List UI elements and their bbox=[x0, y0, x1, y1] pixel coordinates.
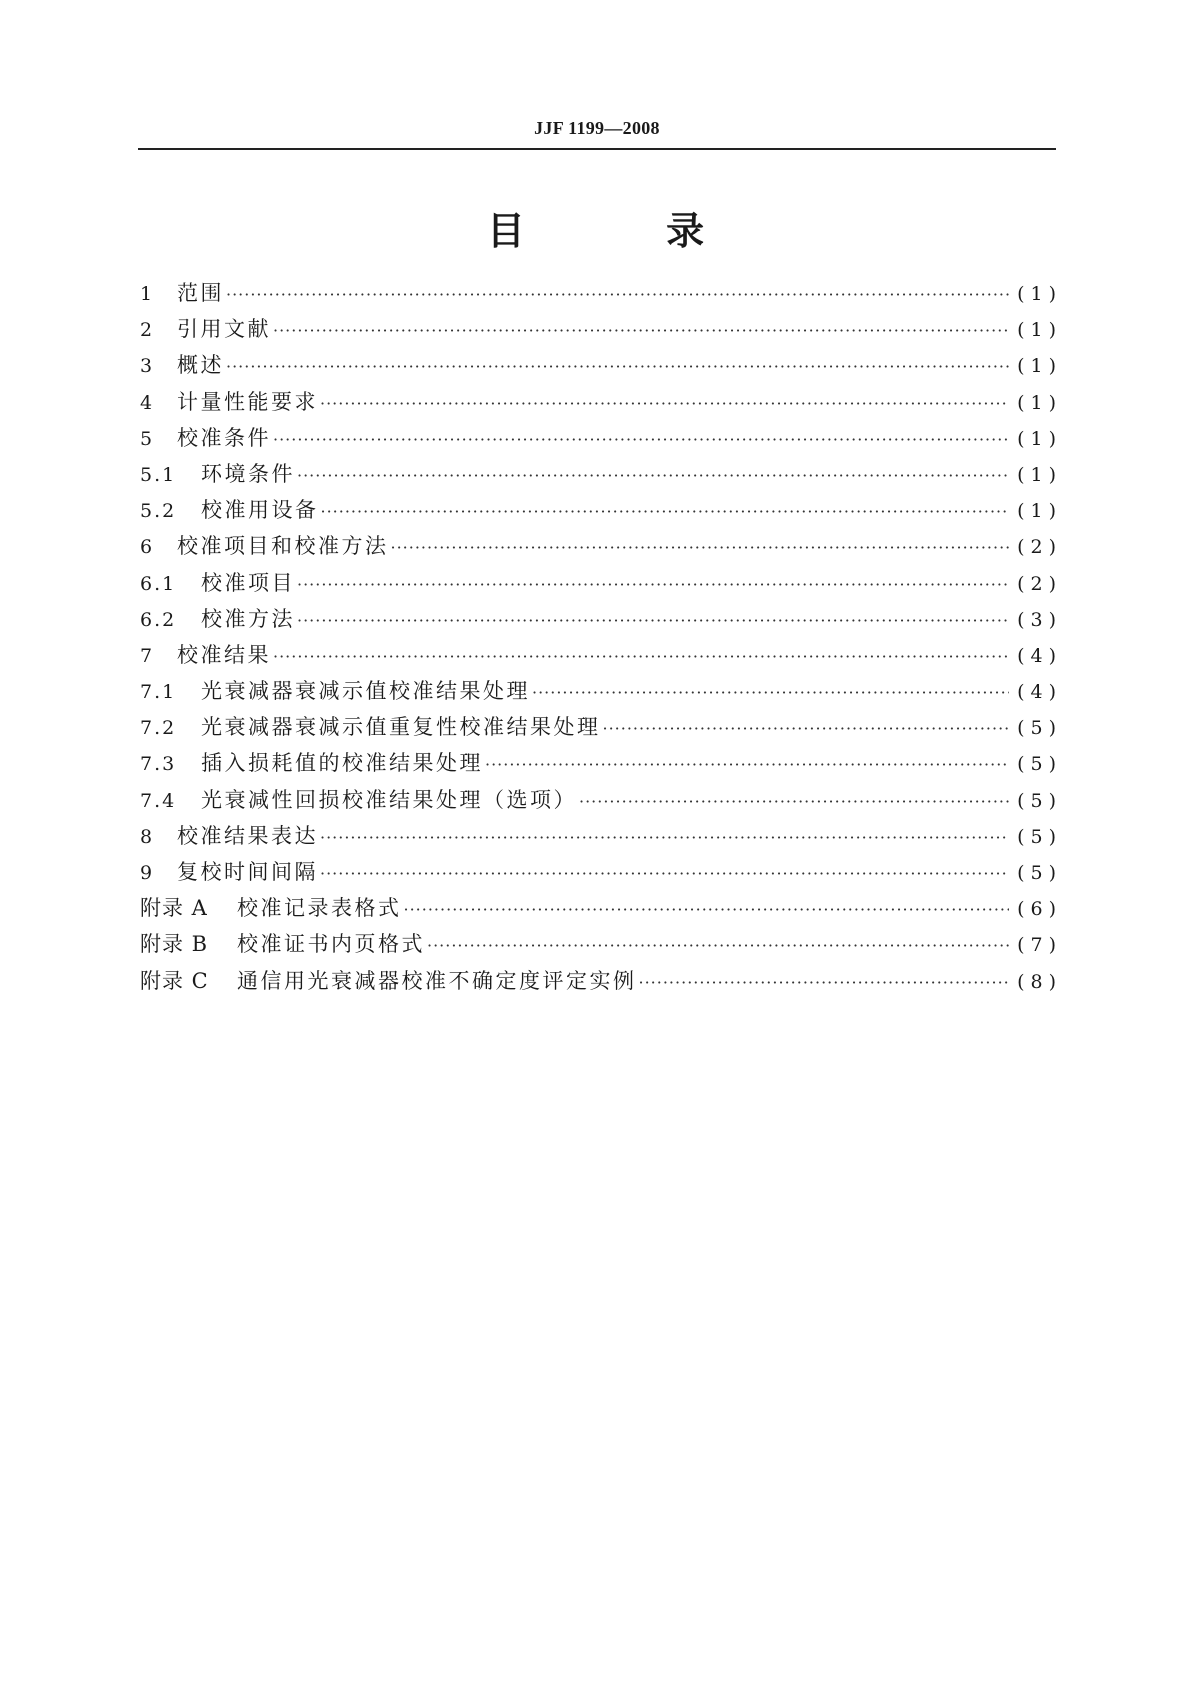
toc-dot-leader bbox=[427, 931, 1009, 961]
toc-entry-page: (1) bbox=[1017, 463, 1062, 486]
toc-dot-leader bbox=[297, 606, 1009, 636]
toc-entry[interactable] bbox=[140, 495, 1062, 531]
toc-entry-label: 校准方法 bbox=[201, 606, 295, 631]
toc-entry[interactable] bbox=[140, 676, 1062, 712]
toc-entry[interactable] bbox=[140, 893, 1062, 929]
toc-entry-page: (2) bbox=[1017, 572, 1062, 595]
toc-dot-leader bbox=[639, 968, 1010, 998]
toc-dot-leader bbox=[273, 425, 1009, 455]
toc-entry-number: 5.2 bbox=[140, 500, 177, 523]
toc-entry-page: (5) bbox=[1017, 789, 1062, 812]
toc-entry[interactable] bbox=[140, 604, 1062, 640]
toc-dot-leader bbox=[297, 570, 1009, 600]
toc-entry-number: 5.1 bbox=[140, 463, 177, 486]
toc-entry-page: (8) bbox=[1017, 970, 1062, 993]
toc-entry-number: 6 bbox=[140, 536, 155, 559]
toc-entry-number: 3 bbox=[140, 355, 155, 378]
toc-entry-number: 7.4 bbox=[140, 789, 177, 812]
toc-entry[interactable] bbox=[140, 821, 1062, 857]
toc-entry-label: 校准条件 bbox=[177, 425, 271, 450]
toc-dot-leader bbox=[603, 714, 1010, 744]
toc-entry[interactable] bbox=[140, 314, 1062, 350]
toc-entry-label: 计量性能要求 bbox=[177, 389, 318, 414]
toc-entry-page: (6) bbox=[1017, 898, 1062, 921]
toc-entry-page: (3) bbox=[1017, 608, 1062, 631]
toc-entry-page: (5) bbox=[1017, 825, 1062, 848]
toc-entry-label: 光衰减器衰减示值校准结果处理 bbox=[201, 679, 530, 704]
toc-entry[interactable] bbox=[140, 748, 1062, 784]
toc-dot-leader bbox=[320, 823, 1009, 853]
toc-dot-leader bbox=[321, 497, 1010, 527]
toc-entry-page: (1) bbox=[1017, 391, 1062, 414]
toc-entry-label: 概述 bbox=[177, 353, 224, 378]
header-divider bbox=[138, 148, 1056, 150]
toc-entry[interactable] bbox=[140, 785, 1062, 821]
toc-dot-leader bbox=[297, 461, 1009, 491]
toc-entry-number: 5 bbox=[140, 427, 155, 450]
toc-entry-page: (1) bbox=[1017, 355, 1062, 378]
toc-entry-number: 4 bbox=[140, 391, 155, 414]
toc-dot-leader bbox=[485, 750, 1009, 780]
toc-entry-page: (7) bbox=[1017, 934, 1062, 957]
toc-entry-page: (5) bbox=[1017, 753, 1062, 776]
toc-entry[interactable] bbox=[140, 712, 1062, 748]
toc-entry[interactable] bbox=[140, 278, 1062, 314]
toc-entry[interactable] bbox=[140, 350, 1062, 386]
toc-entry-label: 插入损耗值的校准结果处理 bbox=[201, 751, 483, 776]
toc-entry-label: 引用文献 bbox=[177, 317, 271, 342]
toc-entry-label: 校准项目和校准方法 bbox=[177, 534, 389, 559]
toc-entry-number: 1 bbox=[140, 283, 155, 305]
toc-entry-number: 2 bbox=[140, 319, 155, 342]
toc-dot-leader bbox=[273, 642, 1009, 672]
toc-entry-label: 校准证书内页格式 bbox=[237, 932, 425, 957]
toc-entry-page: (1) bbox=[1017, 319, 1062, 342]
document-code: JJF 1199—2008 bbox=[534, 118, 660, 138]
toc-dot-leader bbox=[391, 533, 1010, 563]
toc-dot-leader bbox=[226, 352, 1009, 382]
toc-dot-leader bbox=[273, 316, 1009, 346]
toc-entry-label: 环境条件 bbox=[201, 461, 295, 486]
toc-entry-page: (1) bbox=[1017, 283, 1062, 305]
toc-entry-page: (4) bbox=[1017, 681, 1062, 704]
toc-dot-leader bbox=[579, 787, 1009, 817]
toc-entry-page: (1) bbox=[1017, 427, 1062, 450]
toc-entry-number: 附录 A bbox=[140, 896, 208, 921]
toc-entry[interactable] bbox=[140, 387, 1062, 423]
toc-entry-page: (1) bbox=[1017, 500, 1062, 523]
toc-entry-label: 范围 bbox=[177, 281, 224, 305]
toc-dot-leader bbox=[532, 678, 1009, 708]
toc-entry-number: 7.1 bbox=[140, 681, 177, 704]
toc-entry-number: 6.2 bbox=[140, 608, 177, 631]
toc-entry-number: 7 bbox=[140, 644, 155, 667]
toc-entry[interactable] bbox=[140, 531, 1062, 567]
toc-entry-label: 校准记录表格式 bbox=[237, 896, 402, 921]
toc-entry[interactable] bbox=[140, 929, 1062, 965]
toc-entry-label: 复校时间间隔 bbox=[177, 860, 318, 884]
toc-entry-label: 校准结果表达 bbox=[177, 823, 318, 848]
toc-entry-page: (2) bbox=[1017, 536, 1062, 559]
toc-entry-label: 校准结果 bbox=[177, 642, 271, 667]
toc-entry-label: 校准项目 bbox=[201, 570, 295, 595]
toc-entry-number: 7.2 bbox=[140, 717, 177, 740]
toc-list bbox=[140, 278, 1062, 1002]
toc-entry[interactable] bbox=[140, 966, 1062, 1002]
toc-entry-number: 附录 B bbox=[140, 932, 209, 957]
toc-dot-leader bbox=[226, 280, 1009, 310]
toc-entry-label: 光衰减器衰减示值重复性校准结果处理 bbox=[201, 715, 601, 740]
toc-entry-number: 7.3 bbox=[140, 753, 177, 776]
toc-entry[interactable] bbox=[140, 640, 1062, 676]
toc-entry-page: (5) bbox=[1017, 717, 1062, 740]
toc-entry[interactable] bbox=[140, 857, 1062, 893]
toc-dot-leader bbox=[320, 859, 1009, 889]
toc-dot-leader bbox=[404, 895, 1010, 925]
toc-entry[interactable] bbox=[140, 423, 1062, 459]
toc-entry[interactable] bbox=[140, 459, 1062, 495]
toc-entry-number: 8 bbox=[140, 825, 155, 848]
toc-entry-label: 光衰减性回损校准结果处理（选项） bbox=[201, 787, 577, 812]
toc-entry-label: 校准用设备 bbox=[201, 498, 319, 523]
toc-entry-number: 附录 C bbox=[140, 968, 209, 993]
toc-entry-number: 9 bbox=[140, 862, 155, 884]
toc-entry-number: 6.1 bbox=[140, 572, 177, 595]
toc-entry[interactable] bbox=[140, 568, 1062, 604]
toc-dot-leader bbox=[320, 389, 1009, 419]
toc-entry-page: (5) bbox=[1017, 862, 1062, 884]
toc-entry-label: 通信用光衰减器校准不确定度评定实例 bbox=[237, 968, 637, 993]
toc-entry-page: (4) bbox=[1017, 644, 1062, 667]
toc-title: 目 录 bbox=[486, 209, 769, 253]
